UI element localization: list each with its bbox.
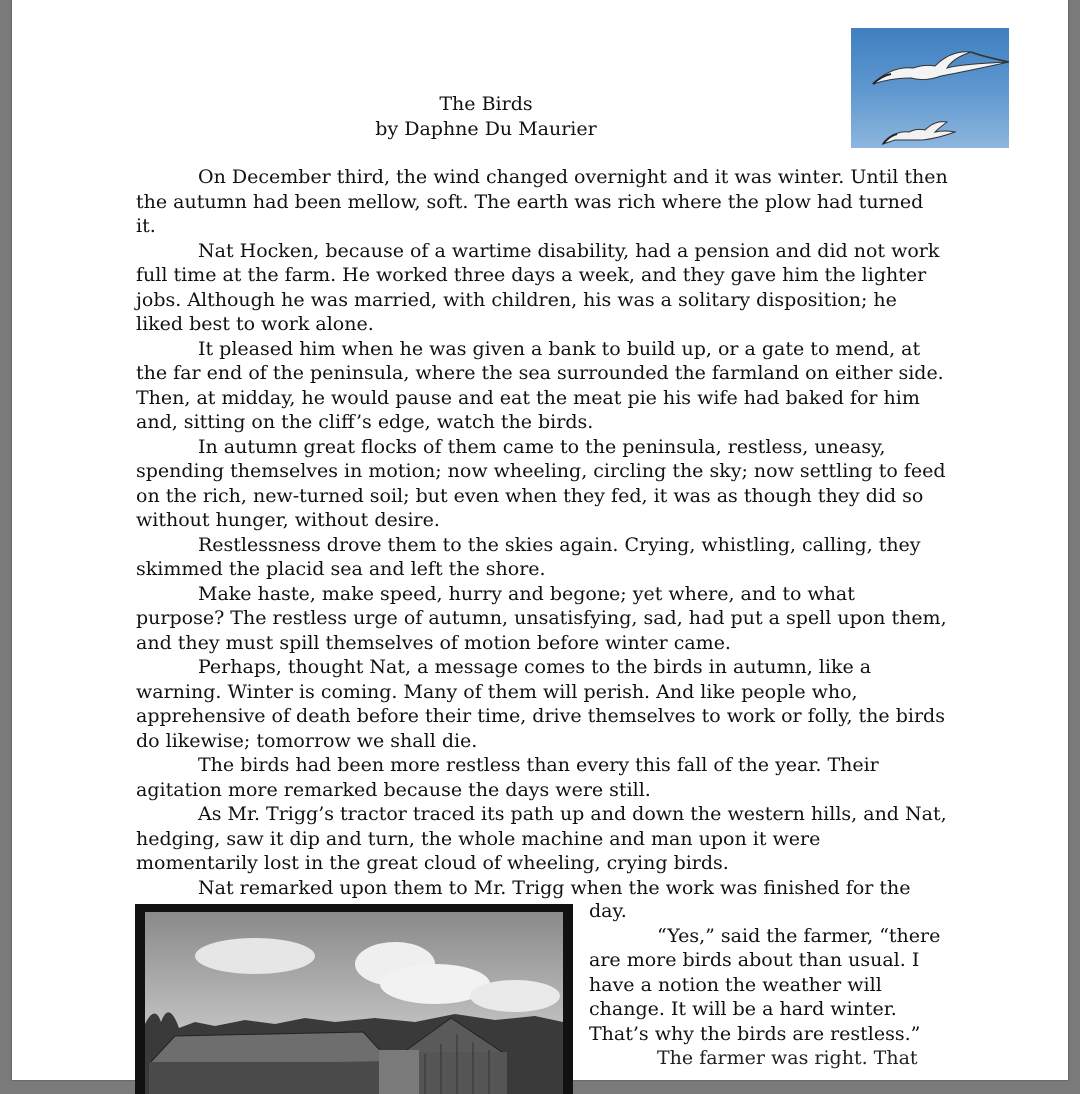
seagulls-illustration: [851, 28, 1009, 148]
paragraph: Restlessness drove them to the skies again. Crying, whistling, calling, they skimmed the placid sea and left the shore.: [136, 533, 921, 580]
story-body: [136, 165, 948, 900]
paragraph: It pleased him when he was given a bank to build up, or a gate to mend, at the far end of the peninsula, where the sea surrounded the farmland on either side. Then, at midday, he would pause and eat the meat pie his wife had baked for him and, sitting on the cliff’s edge, watch the birds.: [136, 337, 944, 433]
paragraph: On December third, the wind changed overnight and it was winter. Until then the autumn had been mellow, soft. The earth was rich where the plow had turned it.: [136, 166, 948, 237]
story-title: The Birds: [439, 93, 533, 115]
paragraph: “Yes,” said the farmer, “there are more birds about than usual. I have a notion the weather will change. It will be a hard winter. That’s why the birds are restless.”: [589, 924, 941, 1045]
paragraph-continuation: day.: [589, 900, 627, 922]
document-page: [12, 0, 1068, 1080]
side-column-text: [589, 899, 959, 1071]
story-byline: by Daphne Du Maurier: [375, 118, 597, 140]
paragraph: Nat Hocken, because of a wartime disability, had a pension and did not work full time at the farm. He worked three days a week, and they gave him the lighter jobs. Although he was married, with children, his was a solitary disposition; he liked best to work alone.: [136, 239, 940, 335]
paragraph: Nat remarked upon them to Mr. Trigg when the work was finished for the: [198, 876, 911, 899]
barn-photo: [135, 904, 573, 1094]
seagulls-photo: [851, 28, 1009, 148]
paragraph: Make haste, make speed, hurry and begone; yet where, and to what purpose? The restless urge of autumn, unsatisfying, sad, had put a spell upon them, and they must spill themselves of motion before winter came.: [136, 582, 947, 654]
barn-illustration: [135, 904, 573, 1094]
paragraph: In autumn great flocks of them came to the peninsula, restless, uneasy, spending themselves in motion; now wheeling, circling the sky; now settling to feed on the rich, new-turned soil; but even when they fed, it was as though they did so without hunger, without desire.: [136, 435, 946, 531]
paragraph: Perhaps, thought Nat, a message comes to the birds in autumn, like a warning. Winter is coming. Many of them will perish. And like people who, apprehensive of death before their time, drive themselves to work or folly, the birds do likewise; tomorrow we shall die.: [136, 656, 945, 752]
title-block: [136, 92, 836, 142]
paragraph: As Mr. Trigg’s tractor traced its path up and down the western hills, and Nat, hedging, saw it dip and turn, the whole machine and man upon it were momentarily lost in the great cloud of wheeling, crying birds.: [136, 803, 947, 874]
paragraph: The birds had been more restless than every this fall of the year. Their agitation more remarked because the days were still.: [136, 754, 879, 801]
paragraph: The farmer was right. That: [657, 1047, 918, 1069]
